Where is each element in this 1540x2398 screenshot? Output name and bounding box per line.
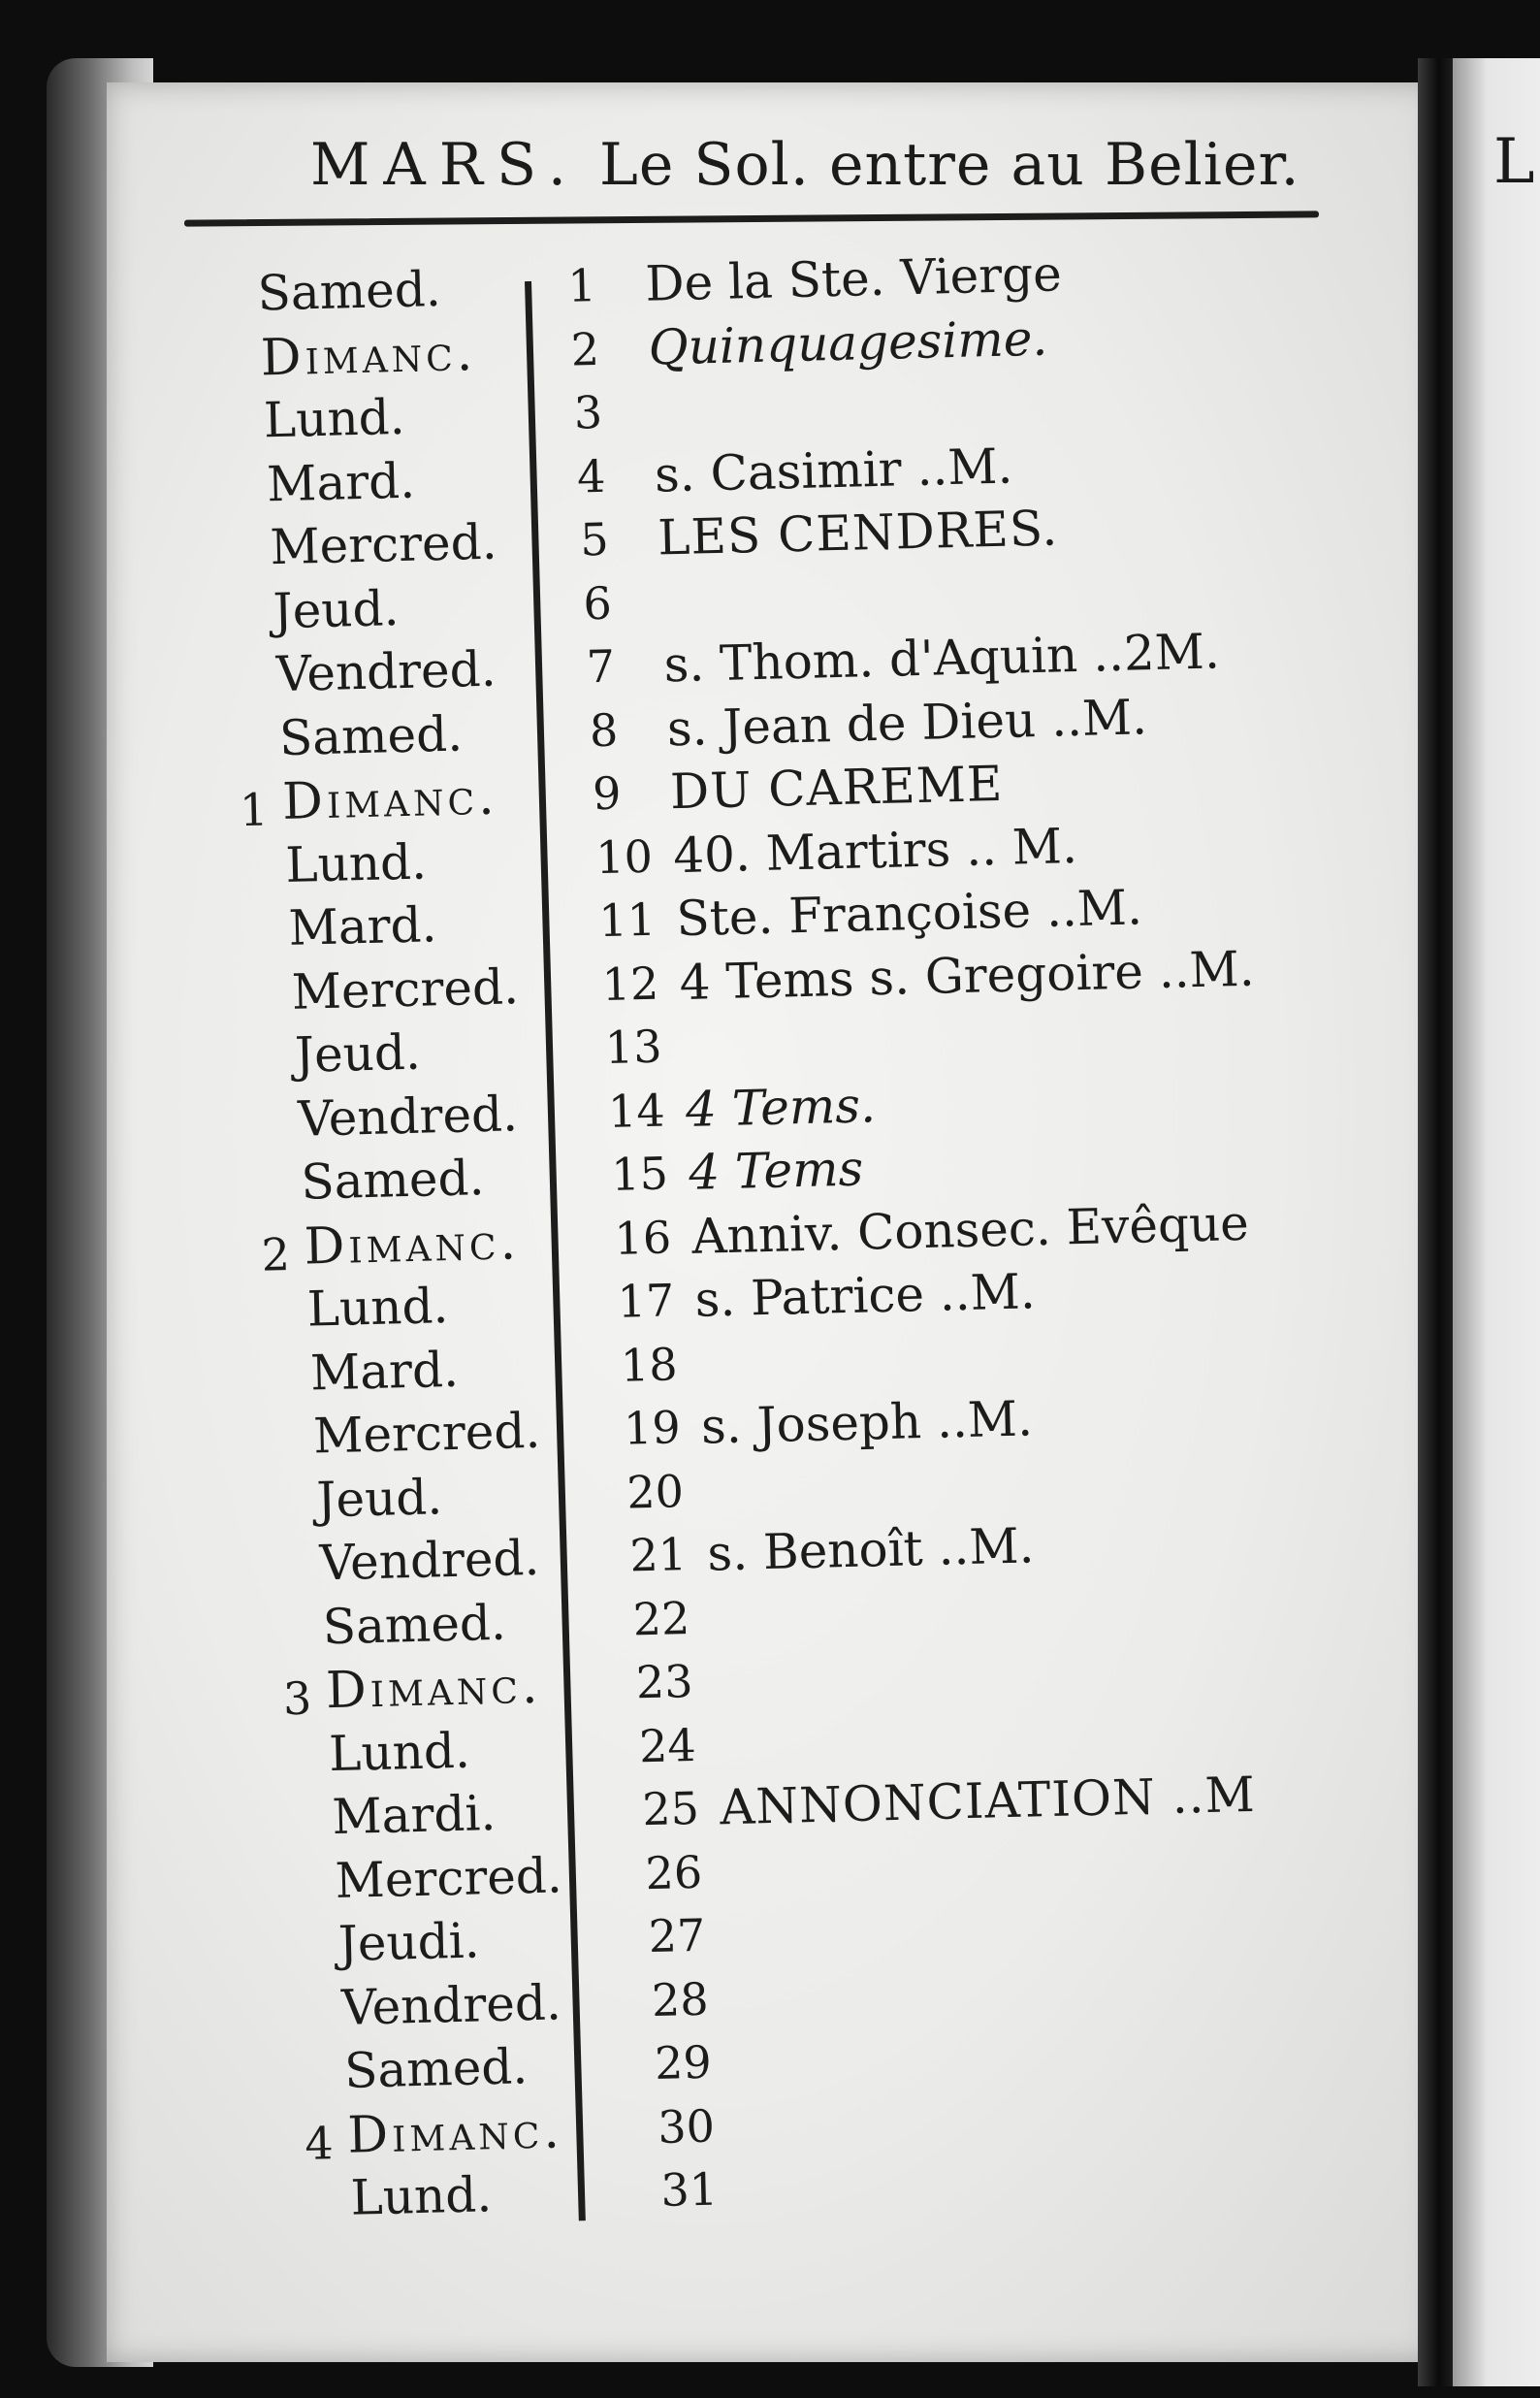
day-number: 28 xyxy=(651,1972,710,2026)
day-number: 11 xyxy=(597,892,657,948)
weekday-name: Lund. xyxy=(328,1722,471,1782)
weekday-name: Lund. xyxy=(284,832,428,893)
week-number xyxy=(297,2180,336,2181)
feast-entry: Ste. Françoise ..M. xyxy=(675,879,1143,948)
week-number xyxy=(219,593,258,594)
week-number: 3 xyxy=(282,1671,312,1726)
weekday-name: Mercred. xyxy=(269,513,498,576)
month-title: MARS. xyxy=(310,131,580,199)
day-number: 14 xyxy=(607,1084,666,1138)
weekday-name: Mercred. xyxy=(291,957,520,1021)
week-number xyxy=(263,1481,302,1482)
day-number: 31 xyxy=(659,2162,719,2217)
weekday-name: Vendred. xyxy=(318,1529,540,1592)
week-number xyxy=(278,1798,317,1799)
feast-entry: s. Joseph ..M. xyxy=(700,1390,1034,1455)
day-number: 5 xyxy=(579,512,610,567)
day-number: 3 xyxy=(573,385,603,439)
day-number: 26 xyxy=(644,1845,703,1899)
day-number: 4 xyxy=(576,449,607,503)
week-number xyxy=(244,1101,283,1102)
weekday-name: Vendred. xyxy=(275,640,497,703)
week-number xyxy=(253,1291,292,1292)
week-number xyxy=(216,530,255,531)
weekday-name: Dimanc. xyxy=(303,1212,521,1277)
week-number xyxy=(269,1608,307,1609)
weekday-name: Dimanc. xyxy=(260,323,477,387)
feast-entry: DU CAREME xyxy=(669,755,1005,821)
week-number: 1 xyxy=(239,783,270,837)
weekday-name: Dimanc. xyxy=(346,2100,564,2165)
week-number xyxy=(288,1990,327,1991)
weekday-name: Mardi. xyxy=(331,1784,497,1846)
week-number xyxy=(238,974,276,975)
weekday-name: Mard. xyxy=(287,896,438,956)
feast-entry: 4 Tems xyxy=(688,1140,864,1201)
weekday-name: Lund. xyxy=(306,1278,450,1338)
weekday-name: Dimanc. xyxy=(325,1656,543,1721)
weekday-name: Dimanc. xyxy=(281,767,499,832)
weekday-name: Mercred. xyxy=(334,1846,563,1909)
day-number: 15 xyxy=(610,1147,669,1201)
day-number: 20 xyxy=(626,1464,685,1519)
week-number xyxy=(284,1926,323,1927)
page-header xyxy=(310,131,1300,199)
day-number: 13 xyxy=(604,1020,663,1074)
day-number: 19 xyxy=(623,1401,682,1455)
feast-entry: De la Ste. Vierge xyxy=(644,245,1063,312)
day-number: 22 xyxy=(632,1591,690,1645)
week-number: 4 xyxy=(304,2116,335,2170)
feast-entry: 40. Martirs .. M. xyxy=(672,817,1078,884)
feast-entry: ANNONCIATION ..M xyxy=(719,1766,1257,1836)
weekday-name: Samed. xyxy=(343,2038,529,2099)
week-number xyxy=(213,466,252,467)
day-number: 24 xyxy=(638,1718,697,1772)
week-number xyxy=(235,910,273,911)
week-number xyxy=(247,1164,286,1165)
week-number xyxy=(266,1545,305,1546)
weekday-name: Lund. xyxy=(263,388,406,449)
feast-entry: s. Patrice ..M. xyxy=(693,1263,1037,1328)
week-number xyxy=(210,403,249,404)
calendar-list xyxy=(0,237,1473,2241)
day-number: 6 xyxy=(582,576,613,630)
day-number: 17 xyxy=(617,1274,675,1328)
feast-entry: LES CENDRES. xyxy=(657,500,1059,567)
weekday-name: Mard. xyxy=(266,452,416,512)
feast-entry: s. Thom. d'Aquin ..2M. xyxy=(662,623,1221,694)
day-number: 7 xyxy=(586,639,616,694)
day-number: 18 xyxy=(620,1337,679,1392)
weekday-name: Mard. xyxy=(309,1341,460,1402)
weekday-name: Samed. xyxy=(278,704,464,766)
zodiac-note: Le Sol. entre au Belier. xyxy=(598,131,1300,199)
day-number: 16 xyxy=(613,1210,672,1265)
week-number xyxy=(291,2053,330,2054)
day-number: 25 xyxy=(641,1781,700,1836)
day-number: 12 xyxy=(601,956,659,1011)
weekday-name: Jeud. xyxy=(294,1023,422,1084)
weekday-name: Samed. xyxy=(300,1150,486,1211)
weekday-name: Samed. xyxy=(322,1594,507,1655)
day-number: 2 xyxy=(570,322,600,376)
week-number: 2 xyxy=(260,1227,291,1281)
week-number xyxy=(260,1418,299,1419)
week-number xyxy=(275,1735,314,1736)
week-number xyxy=(222,657,261,658)
feast-entry: 4 Tems s. Gregoire ..M. xyxy=(678,940,1256,1011)
day-number: 30 xyxy=(657,2099,716,2154)
weekday-name: Vendred. xyxy=(297,1085,519,1148)
feast-entry: 4 Tems. xyxy=(685,1076,877,1138)
day-number: 29 xyxy=(654,2035,713,2090)
day-number: 21 xyxy=(628,1528,688,1582)
week-number xyxy=(204,275,242,276)
week-number xyxy=(241,1037,280,1038)
weekday-name: Jeud. xyxy=(315,1468,443,1528)
feast-entry: Anniv. Consec. Evêque xyxy=(690,1194,1250,1265)
week-number xyxy=(232,847,271,848)
weekday-name: Samed. xyxy=(256,260,442,322)
feast-entry: Quinquagesime. xyxy=(647,309,1048,376)
weekday-name: Vendred. xyxy=(340,1973,562,2036)
day-number: 23 xyxy=(635,1654,694,1709)
week-number xyxy=(207,339,245,340)
day-number: 9 xyxy=(592,766,623,821)
week-number xyxy=(257,1354,296,1355)
weekday-name: Mercred. xyxy=(312,1402,541,1465)
feast-entry: s. Casimir ..M. xyxy=(654,437,1013,503)
weekday-name: Lund. xyxy=(349,2166,493,2226)
feast-entry: s. Jean de Dieu ..M. xyxy=(666,688,1148,757)
weekday-name: Jeudi. xyxy=(337,1912,481,1972)
weekday-name: Jeud. xyxy=(272,579,401,639)
week-number xyxy=(226,720,265,721)
day-number: 10 xyxy=(594,829,654,884)
day-number: 1 xyxy=(566,258,597,312)
day-number: 27 xyxy=(648,1908,706,1963)
feast-entry: s. Benoît ..M. xyxy=(706,1517,1036,1582)
facing-page-letter: L xyxy=(1493,126,1535,198)
day-number: 8 xyxy=(589,703,619,757)
